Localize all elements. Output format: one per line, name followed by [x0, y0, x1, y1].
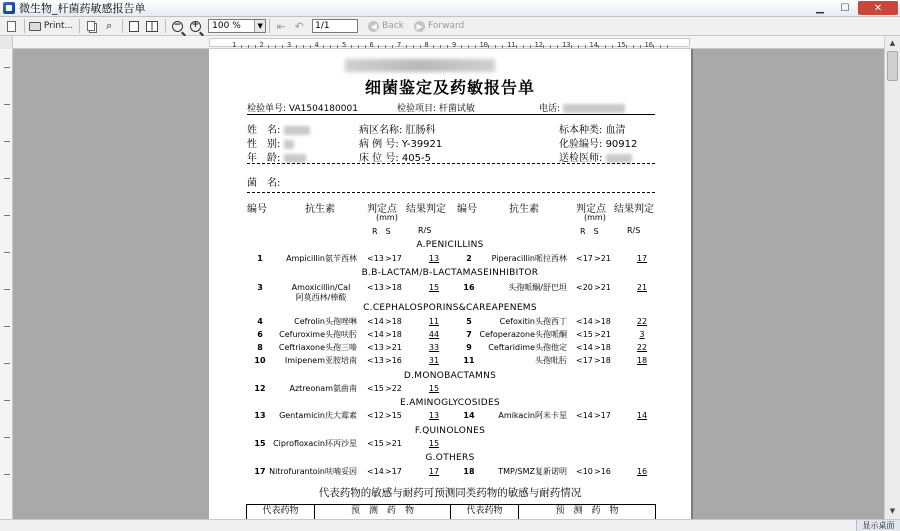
zoom-in-button[interactable]	[187, 18, 203, 34]
ruler-tick	[612, 45, 613, 48]
scroll-thumb[interactable]	[887, 51, 898, 81]
print-label: Print...	[43, 21, 74, 31]
drug-name: Ciprofloxacin环丙沙星	[273, 439, 357, 448]
result-value: 15	[428, 384, 440, 393]
lab-number-label: 化验编号:	[559, 139, 603, 150]
test-item-value: 杆菌试敏	[438, 104, 475, 114]
ruler-tick	[640, 45, 641, 48]
case-number	[359, 135, 442, 150]
ruler-number: 4	[314, 41, 319, 49]
drug-number: 7	[466, 330, 472, 339]
drug-number: 8	[257, 343, 263, 352]
ruler-number: 3	[287, 41, 292, 49]
result-value: 33	[428, 343, 440, 352]
breakpoint-s: >18	[385, 317, 402, 326]
breakpoint-r: <14	[367, 317, 384, 326]
previous-page-icon: ↶	[294, 19, 304, 33]
ruler-tick	[433, 45, 434, 48]
ruler-tick	[523, 45, 524, 48]
ruler-corner	[0, 36, 13, 49]
ruler-number: 2	[259, 41, 264, 49]
ruler-number: 8	[424, 41, 429, 49]
ruler-tick	[413, 45, 414, 48]
col-no: 编号	[247, 204, 267, 215]
show-desktop-button[interactable]: 显示桌面	[856, 520, 900, 531]
vruler-mark	[4, 363, 10, 364]
result-value: 15	[428, 283, 440, 292]
result-value: 21	[636, 283, 648, 292]
drug-number: 17	[254, 467, 266, 476]
result-value: 17	[428, 467, 440, 476]
drug-number: 14	[463, 411, 475, 420]
bacteria-label: 菌 名:	[247, 178, 281, 189]
drug-number: 11	[463, 356, 475, 365]
case-number-value: Y-39921	[401, 139, 443, 150]
previous-page-button[interactable]	[291, 18, 307, 34]
maximize-button[interactable]: ☐	[840, 3, 850, 14]
drug-name: Piperacillin哌拉西林	[491, 254, 567, 263]
patient-age-redacted	[284, 154, 306, 163]
toolbar-separator	[24, 19, 25, 33]
zoom-value: 100 %	[212, 21, 241, 31]
result-value: 31	[428, 356, 440, 365]
chevron-down-icon: ▼	[254, 20, 265, 32]
bottom-header-cell: 代表药物	[247, 505, 315, 519]
ruler-tick	[330, 45, 331, 48]
ruler-number: 10	[479, 41, 488, 49]
vruler-mark	[4, 67, 10, 68]
minimize-button[interactable]: ▁	[816, 3, 824, 14]
ruler-tick	[303, 45, 304, 48]
drug-name: Ampicillin氨苄西林	[286, 254, 357, 263]
single-page-icon	[129, 21, 139, 32]
breakpoint-r: <10	[576, 467, 593, 476]
section-penicillins: A.PENICILLINS	[416, 240, 484, 250]
ruler-tick	[571, 45, 572, 48]
ruler-tick	[633, 45, 634, 48]
status-bar	[0, 519, 900, 531]
toolbar-separator	[165, 19, 166, 33]
breakpoint-r: <15	[367, 439, 384, 448]
ward-label: 病区名称:	[359, 125, 403, 136]
ruler-tick	[550, 45, 551, 48]
section-monobactams: D.MONOBACTAMNS	[403, 371, 497, 381]
ruler-number: 6	[369, 41, 374, 49]
result-value: 13	[428, 254, 440, 263]
ruler-tick	[296, 45, 297, 48]
prediction-table-header	[246, 504, 656, 519]
breakpoint-s: >16	[385, 356, 402, 365]
ruler-tick	[626, 45, 627, 48]
patient-divider	[247, 163, 655, 164]
col-antibiotic-right: 抗生素	[509, 204, 539, 215]
forward-arrow-icon: ▶	[414, 21, 425, 32]
breakpoint-r: <13	[367, 343, 384, 352]
drug-name: Cefoperazone头孢哌酮	[479, 330, 567, 339]
breakpoint-r: <15	[367, 384, 384, 393]
test-item-label: 检验项目:	[397, 104, 437, 114]
drug-number: 10	[254, 356, 266, 365]
result-value: 22	[636, 343, 648, 352]
ruler-tick	[578, 45, 579, 48]
result-value: 16	[636, 467, 648, 476]
zoom-in-icon: +	[191, 19, 200, 30]
ruler-tick	[392, 45, 393, 48]
drug-number: 18	[463, 467, 475, 476]
ruler-tick	[255, 45, 256, 48]
drug-number: 6	[257, 330, 263, 339]
ruler-tick	[351, 45, 352, 48]
bed-number	[359, 149, 431, 164]
patient-age	[247, 149, 306, 164]
breakpoint-r: <15	[576, 330, 593, 339]
vertical-ruler	[0, 49, 13, 519]
breakpoint-s: >18	[594, 317, 611, 326]
breakpoint-r: <12	[367, 411, 384, 420]
copy-icon	[87, 21, 95, 31]
report-title: 细菌鉴定及药敏报告单	[364, 78, 535, 97]
result-value: 22	[636, 317, 648, 326]
section-aminoglycosides: E.AMINOGLYCOSIDES	[400, 398, 500, 408]
drug-name: Cefrolin头孢唑啉	[294, 317, 357, 326]
breakpoint-r: <13	[367, 283, 384, 292]
vruler-mark	[4, 215, 10, 216]
doctor-redacted	[606, 154, 632, 163]
drug-number: 15	[254, 439, 266, 448]
breakpoint-s: >16	[594, 467, 611, 476]
drug-number: 13	[254, 411, 266, 420]
sample-number	[247, 101, 358, 114]
close-button[interactable]: ✕	[858, 1, 898, 15]
col-antibiotic: 抗生素	[305, 204, 335, 215]
vruler-mark	[4, 141, 10, 142]
breakpoint-r: <13	[367, 356, 384, 365]
col-breakpoint: 判定点	[367, 204, 397, 215]
breakpoint-r: <20	[576, 283, 593, 292]
ruler-tick	[241, 45, 242, 48]
breakpoint-r: <14	[576, 343, 593, 352]
two-page-button[interactable]	[144, 18, 160, 34]
bacteria-divider	[247, 192, 655, 193]
ruler-tick	[275, 45, 276, 48]
breakpoint-s: >22	[385, 384, 402, 393]
section-quinolones: F.QUINOLONES	[414, 426, 486, 436]
drug-name: Nitrofurantoin呋喃妥因	[269, 467, 357, 476]
report-page	[209, 49, 691, 519]
toolbar-separator	[79, 19, 80, 33]
back-arrow-icon: ◀	[368, 21, 379, 32]
breakpoint-r: <13	[367, 254, 384, 263]
toolbar	[0, 17, 900, 36]
breakpoint-s: >15	[385, 411, 402, 420]
ruler-tick	[598, 45, 599, 48]
drug-name: Imipenem亚胺培南	[284, 356, 357, 365]
lab-number	[559, 135, 637, 150]
app-icon	[3, 2, 15, 14]
test-item	[397, 101, 475, 114]
breakpoint-r: <17	[576, 356, 593, 365]
back-button[interactable]	[368, 21, 404, 32]
phone	[539, 101, 625, 114]
specimen-value: 血清	[605, 125, 626, 136]
drug-number: 2	[466, 254, 472, 263]
zoom-out-icon: −	[173, 19, 182, 30]
case-number-label: 病 例 号:	[359, 139, 399, 150]
ruler-tick	[310, 45, 311, 48]
drug-number: 4	[257, 317, 263, 326]
phone-redacted	[563, 104, 625, 113]
document-map-button[interactable]	[3, 18, 19, 34]
print-button[interactable]	[28, 18, 74, 34]
scroll-up-icon[interactable]: ▲	[889, 39, 896, 47]
breakpoint-s: >18	[594, 343, 611, 352]
ruler-tick	[323, 45, 324, 48]
toolbar-separator	[269, 19, 270, 33]
vruler-mark	[4, 326, 10, 327]
patient-sex-redacted	[284, 140, 294, 149]
bed-number-value: 405-5	[401, 153, 431, 164]
patient-name-label: 姓 名:	[247, 125, 281, 136]
ruler-tick	[248, 45, 249, 48]
horizontal-ruler	[0, 36, 900, 49]
breakpoint-s: >21	[594, 254, 611, 263]
phone-label: 电话:	[539, 104, 561, 114]
forward-label: Forward	[428, 21, 465, 31]
vruler-mark	[4, 437, 10, 438]
breakpoint-s: >21	[385, 439, 402, 448]
ruler-tick	[337, 45, 338, 48]
drug-number: 12	[254, 384, 266, 393]
vruler-mark	[4, 252, 10, 253]
scroll-down-icon[interactable]: ▼	[889, 507, 896, 515]
result-value: 11	[428, 317, 440, 326]
breakpoint-s: >18	[385, 330, 402, 339]
bottom-header-cell: 代表药物	[451, 505, 519, 519]
result-value: 15	[428, 439, 440, 448]
patient-sex	[247, 135, 294, 150]
result-value: 17	[636, 254, 648, 263]
breakpoint-r: <17	[576, 254, 593, 263]
ruler-tick	[502, 45, 503, 48]
result-value: 13	[428, 411, 440, 420]
mm-unit-right: (mm)	[584, 213, 606, 222]
ruler-tick	[406, 45, 407, 48]
copy-button[interactable]	[83, 18, 99, 34]
ruler-number: 13	[562, 41, 571, 49]
ruler-tick	[488, 45, 489, 48]
vruler-mark	[4, 104, 10, 105]
breakpoint-s: >21	[594, 330, 611, 339]
title-bar	[0, 0, 900, 17]
ward-value: 肛肠科	[405, 125, 436, 136]
drug-name: Amikacin阿米卡星	[498, 411, 567, 420]
rs-label: R S	[372, 227, 391, 236]
page-number-input[interactable]: 1/1	[312, 19, 358, 33]
ruler-tick	[495, 45, 496, 48]
patient-sex-label: 性 别:	[247, 139, 281, 150]
drug-name: 头孢哌酮/舒巴坦	[508, 283, 567, 292]
breakpoint-s: >17	[594, 411, 611, 420]
specimen-label: 标本种类:	[559, 125, 603, 136]
drug-number: 3	[257, 283, 263, 292]
breakpoint-s: >18	[594, 356, 611, 365]
mm-unit: (mm)	[376, 213, 398, 222]
referring-doctor	[559, 149, 632, 164]
drug-name: Amoxicillin/Cal阿莫西林/棒酸	[291, 283, 351, 302]
ward-name	[359, 121, 436, 136]
window-title: 微生物_杆菌药敏感报告单	[19, 2, 146, 15]
ruler-tick	[268, 45, 269, 48]
drug-number: 16	[463, 283, 475, 292]
ruler-tick	[358, 45, 359, 48]
col-result: 结果判定	[406, 204, 446, 215]
drug-name: Cefuroxime头孢呋肟	[279, 330, 357, 339]
first-page-icon: ⇤	[276, 19, 286, 33]
toolbar-separator	[122, 19, 123, 33]
vruler-mark	[4, 178, 10, 179]
ruler-number: 12	[534, 41, 543, 49]
ruler-tick	[516, 45, 517, 48]
ruler-tick	[378, 45, 379, 48]
drug-name: 头孢吡肟	[535, 356, 567, 365]
ruler-number: 5	[342, 41, 347, 49]
drug-name: Gentamicin庆大霉素	[279, 411, 357, 420]
vruler-mark	[4, 474, 10, 475]
breakpoint-r: <14	[576, 317, 593, 326]
ruler-tick	[667, 45, 668, 48]
ruler-number: 1	[232, 41, 237, 49]
sample-number-label: 检验单号:	[247, 104, 287, 114]
drug-name: Cefoxitin头孢西丁	[499, 317, 567, 326]
ruler-tick	[475, 45, 476, 48]
bacteria-name	[247, 174, 280, 189]
ruler-tick	[653, 45, 654, 48]
ruler-number: 11	[507, 41, 516, 49]
drug-name: Ceftriaxone头孢三嗪	[278, 343, 357, 352]
rs-slash-label: R/S	[418, 226, 432, 235]
doctor-label: 送检医师:	[559, 153, 603, 164]
ruler-tick	[420, 45, 421, 48]
zoom-select[interactable]	[208, 19, 266, 33]
ruler-tick	[660, 45, 661, 48]
result-value: 3	[639, 330, 645, 339]
breakpoint-r: <14	[367, 467, 384, 476]
result-value: 44	[428, 330, 440, 339]
breakpoint-r: <14	[576, 411, 593, 420]
patient-age-label: 年 龄:	[247, 153, 281, 164]
specimen-type	[559, 121, 626, 136]
lab-number-value: 90912	[605, 139, 638, 150]
ruler-tick	[468, 45, 469, 48]
section-cephalosporins: C.CEPHALOSPORINS&CAREAPENEMS	[363, 303, 537, 313]
footer-note: 代表药物的敏感与耐药可预测同类药物的敏感与耐药情况	[318, 487, 582, 499]
breakpoint-s: >17	[385, 467, 402, 476]
ruler-tick	[282, 45, 283, 48]
patient-name-redacted	[284, 126, 310, 135]
ruler-number: 9	[452, 41, 457, 49]
section-others: G.OTHERS	[425, 453, 475, 463]
result-value: 18	[636, 356, 648, 365]
ruler-number: 15	[617, 41, 626, 49]
ruler-tick	[530, 45, 531, 48]
ruler-tick	[385, 45, 386, 48]
drug-name: Ceftaridime头孢他定	[488, 343, 567, 352]
breakpoint-s: >17	[385, 254, 402, 263]
drug-number: 9	[466, 343, 472, 352]
patient-name	[247, 121, 310, 136]
zoom-out-button[interactable]	[169, 18, 185, 34]
two-page-icon	[146, 21, 158, 32]
drug-name: Aztreonam氨曲南	[289, 384, 357, 393]
drug-number: 1	[257, 254, 263, 263]
ruler-tick	[440, 45, 441, 48]
drug-name: TMP/SMZ复新诺明	[498, 467, 567, 476]
find-button[interactable]	[101, 18, 117, 34]
col-result-right: 结果判定	[614, 204, 654, 215]
single-page-button[interactable]	[126, 18, 142, 34]
bottom-header-cell: 预 测 药 物	[555, 506, 619, 516]
ruler-number: 7	[397, 41, 402, 49]
breakpoint-r: <14	[367, 330, 384, 339]
header-divider	[247, 114, 655, 115]
document-icon	[7, 21, 16, 32]
hospital-name-redacted	[345, 59, 495, 72]
col-no-right: 编号	[457, 204, 477, 215]
breakpoint-s: >21	[594, 283, 611, 292]
window-controls	[808, 1, 898, 15]
ruler-tick	[365, 45, 366, 48]
ruler-tick	[585, 45, 586, 48]
first-page-button[interactable]	[273, 18, 289, 34]
vertical-scrollbar[interactable]	[884, 36, 900, 519]
binoculars-icon: ⌕	[106, 19, 113, 32]
ruler-number: 14	[589, 41, 598, 49]
ruler-number: 16	[644, 41, 653, 49]
rs-label-right: R S	[580, 227, 599, 236]
ruler-tick	[605, 45, 606, 48]
vruler-mark	[4, 400, 10, 401]
vruler-mark	[4, 289, 10, 290]
rs-slash-label-right: R/S	[627, 226, 641, 235]
bed-number-label: 床 位 号:	[359, 153, 399, 164]
ruler-tick	[447, 45, 448, 48]
breakpoint-s: >18	[385, 283, 402, 292]
drug-number: 5	[466, 317, 472, 326]
printer-icon	[29, 22, 41, 31]
ruler-strip	[209, 38, 690, 47]
breakpoint-s: >21	[385, 343, 402, 352]
ruler-tick	[557, 45, 558, 48]
back-label: Back	[382, 21, 405, 31]
sample-number-value: VA1504180001	[288, 104, 358, 114]
section-beta-lactam: B.B-LACTAM/B-LACTAMASEINHIBITOR	[361, 268, 539, 278]
bottom-header-cell: 预 测 药 物	[315, 505, 451, 519]
forward-button[interactable]	[414, 21, 464, 32]
ruler-tick	[461, 45, 462, 48]
ruler-tick	[543, 45, 544, 48]
col-breakpoint-right: 判定点	[576, 204, 606, 215]
result-value: 14	[636, 411, 648, 420]
